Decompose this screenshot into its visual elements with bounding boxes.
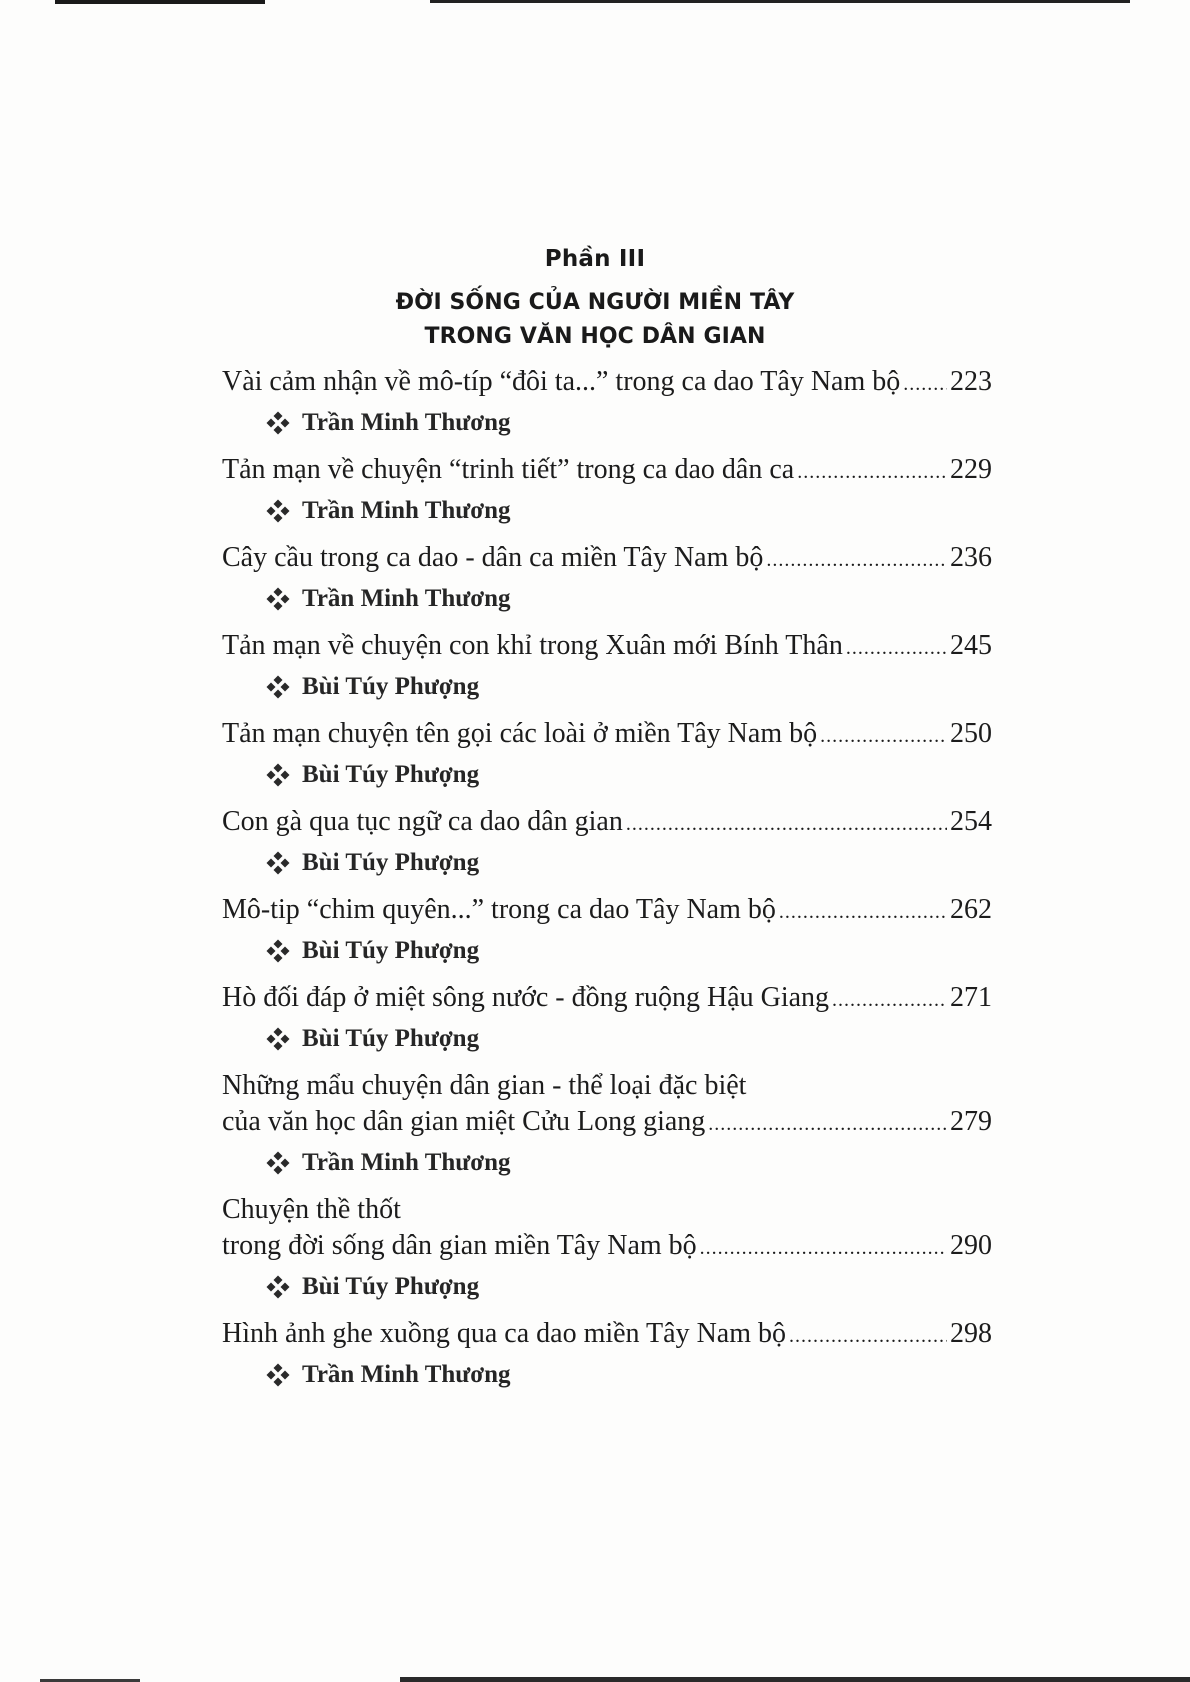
toc-entry-title-row <box>222 980 992 1018</box>
toc-entry-title-row <box>222 452 992 490</box>
dot-leader <box>789 1318 947 1354</box>
part-label: Phần III <box>544 246 646 272</box>
four-diamond-bullet-icon <box>266 1363 290 1387</box>
toc-entry-author-name: Trần Minh Thương <box>302 585 511 612</box>
toc-entry-title-first-line: Chuyện thề thốt <box>222 1194 401 1225</box>
toc-entry <box>222 540 992 616</box>
four-diamond-bullet-icon <box>266 587 290 611</box>
toc-entry-title: Vài cảm nhận về mô-típ “đôi ta...” trong ca dao Tây Nam bộ <box>222 366 901 397</box>
dot-leader <box>708 1106 947 1142</box>
four-diamond-bullet-icon <box>266 675 290 699</box>
toc-entry-title: Tản mạn về chuyện con khỉ trong Xuân mới Bính Thân <box>222 630 843 661</box>
toc-entry-page-number: 223 <box>950 366 992 397</box>
toc-entry-title: Mô-tip “chim quyên...” trong ca dao Tây Nam bộ <box>222 894 776 925</box>
toc-entry-author <box>222 494 992 528</box>
scan-edge-top-left <box>55 0 265 4</box>
toc-entry <box>222 1068 992 1180</box>
four-diamond-bullet-icon <box>266 499 290 523</box>
toc-entry-author-name: Bùi Túy Phượng <box>302 761 480 788</box>
toc-entry-title-row <box>222 628 992 666</box>
toc-entry <box>222 1192 992 1304</box>
toc-entry <box>222 628 992 704</box>
part-heading <box>0 244 1190 354</box>
four-diamond-bullet-icon <box>266 1275 290 1299</box>
dot-leader <box>832 982 947 1018</box>
four-diamond-bullet-icon <box>266 939 290 963</box>
toc-entry <box>222 980 992 1056</box>
toc-entry-author <box>222 670 992 704</box>
part-title-line-2: TRONG VĂN HỌC DÂN GIAN <box>424 324 766 349</box>
toc-entry-page-number: 245 <box>950 630 992 661</box>
dot-leader <box>846 630 947 666</box>
toc-entry-page-number: 298 <box>950 1318 992 1349</box>
toc-entry-author-name: Trần Minh Thương <box>302 497 511 524</box>
toc-entry-title: Hình ảnh ghe xuồng qua ca dao miền Tây Nam bộ <box>222 1318 787 1349</box>
dot-leader <box>903 366 947 402</box>
toc-entry-title: của văn học dân gian miệt Cửu Long giang <box>222 1106 706 1137</box>
scan-edge-top-right <box>430 0 1130 3</box>
toc-entry-author-name: Bùi Túy Phượng <box>302 673 480 700</box>
toc-entry-page-number: 262 <box>950 894 992 925</box>
toc-entry-title-row <box>222 1104 992 1142</box>
toc-entry-author <box>222 582 992 616</box>
toc-entry-author <box>222 934 992 968</box>
toc-entry-title-row <box>222 892 992 930</box>
four-diamond-bullet-icon <box>266 1027 290 1051</box>
toc-entry <box>222 892 992 968</box>
toc-entry-author-name: Bùi Túy Phượng <box>302 849 480 876</box>
toc-entry-title-row <box>222 1316 992 1354</box>
toc-entry-page-number: 250 <box>950 718 992 749</box>
four-diamond-bullet-icon <box>266 851 290 875</box>
dot-leader <box>700 1230 947 1266</box>
toc-entry-title-row <box>222 1228 992 1266</box>
toc-entry <box>222 716 992 792</box>
toc-entry-title: Cây cầu trong ca dao - dân ca miền Tây Nam bộ <box>222 542 764 573</box>
toc-entry-title: Tản mạn về chuyện “trinh tiết” trong ca dao dân ca <box>222 454 795 485</box>
dot-leader <box>779 894 947 930</box>
toc-entry-author-name: Trần Minh Thương <box>302 1149 511 1176</box>
toc-entry-page-number: 271 <box>950 982 992 1013</box>
toc-entry-title-row <box>222 716 992 754</box>
toc-entry-author <box>222 406 992 440</box>
toc-entry-title: Hò đối đáp ở miệt sông nước - đồng ruộng Hậu Giang <box>222 982 830 1013</box>
four-diamond-bullet-icon <box>266 763 290 787</box>
four-diamond-bullet-icon <box>266 411 290 435</box>
dot-leader <box>766 542 947 578</box>
toc-entry-title: Con gà qua tục ngữ ca dao dân gian <box>222 806 623 837</box>
toc-entry <box>222 452 992 528</box>
part-title-line-1: ĐỜI SỐNG CỦA NGƯỜI MIỀN TÂY <box>395 290 795 315</box>
dot-leader <box>626 806 947 842</box>
toc-entry-page-number: 279 <box>950 1106 992 1137</box>
table-of-contents <box>222 364 992 1404</box>
toc-entry <box>222 804 992 880</box>
toc-entry-title: Tản mạn chuyện tên gọi các loài ở miền Tây Nam bộ <box>222 718 818 749</box>
toc-entry-author-name: Bùi Túy Phượng <box>302 1273 480 1300</box>
toc-entry-author <box>222 1358 992 1392</box>
toc-entry-author-name: Trần Minh Thương <box>302 1361 511 1388</box>
toc-entry-page-number: 236 <box>950 542 992 573</box>
dot-leader <box>797 454 947 490</box>
toc-entry <box>222 1316 992 1392</box>
toc-entry-title-row <box>222 540 992 578</box>
toc-entry-title-row <box>222 364 992 402</box>
toc-entry <box>222 364 992 440</box>
scan-edge-bottom <box>400 1677 1190 1682</box>
part-title <box>0 286 1190 354</box>
toc-entry-author <box>222 1146 992 1180</box>
toc-entry-author-name: Bùi Túy Phượng <box>302 1025 480 1052</box>
toc-entry-page-number: 290 <box>950 1230 992 1261</box>
toc-entry-page-number: 229 <box>950 454 992 485</box>
toc-entry-author <box>222 1022 992 1056</box>
toc-entry-author <box>222 846 992 880</box>
toc-entry-author-name: Trần Minh Thương <box>302 409 511 436</box>
toc-entry-title-row <box>222 804 992 842</box>
toc-entry-author-name: Bùi Túy Phượng <box>302 937 480 964</box>
toc-entry-author <box>222 1270 992 1304</box>
toc-entry-title-first-line: Những mẩu chuyện dân gian - thể loại đặc biệt <box>222 1070 747 1101</box>
toc-entry-author <box>222 758 992 792</box>
dot-leader <box>820 718 947 754</box>
toc-entry-page-number: 254 <box>950 806 992 837</box>
four-diamond-bullet-icon <box>266 1151 290 1175</box>
toc-entry-title: trong đời sống dân gian miền Tây Nam bộ <box>222 1230 697 1261</box>
